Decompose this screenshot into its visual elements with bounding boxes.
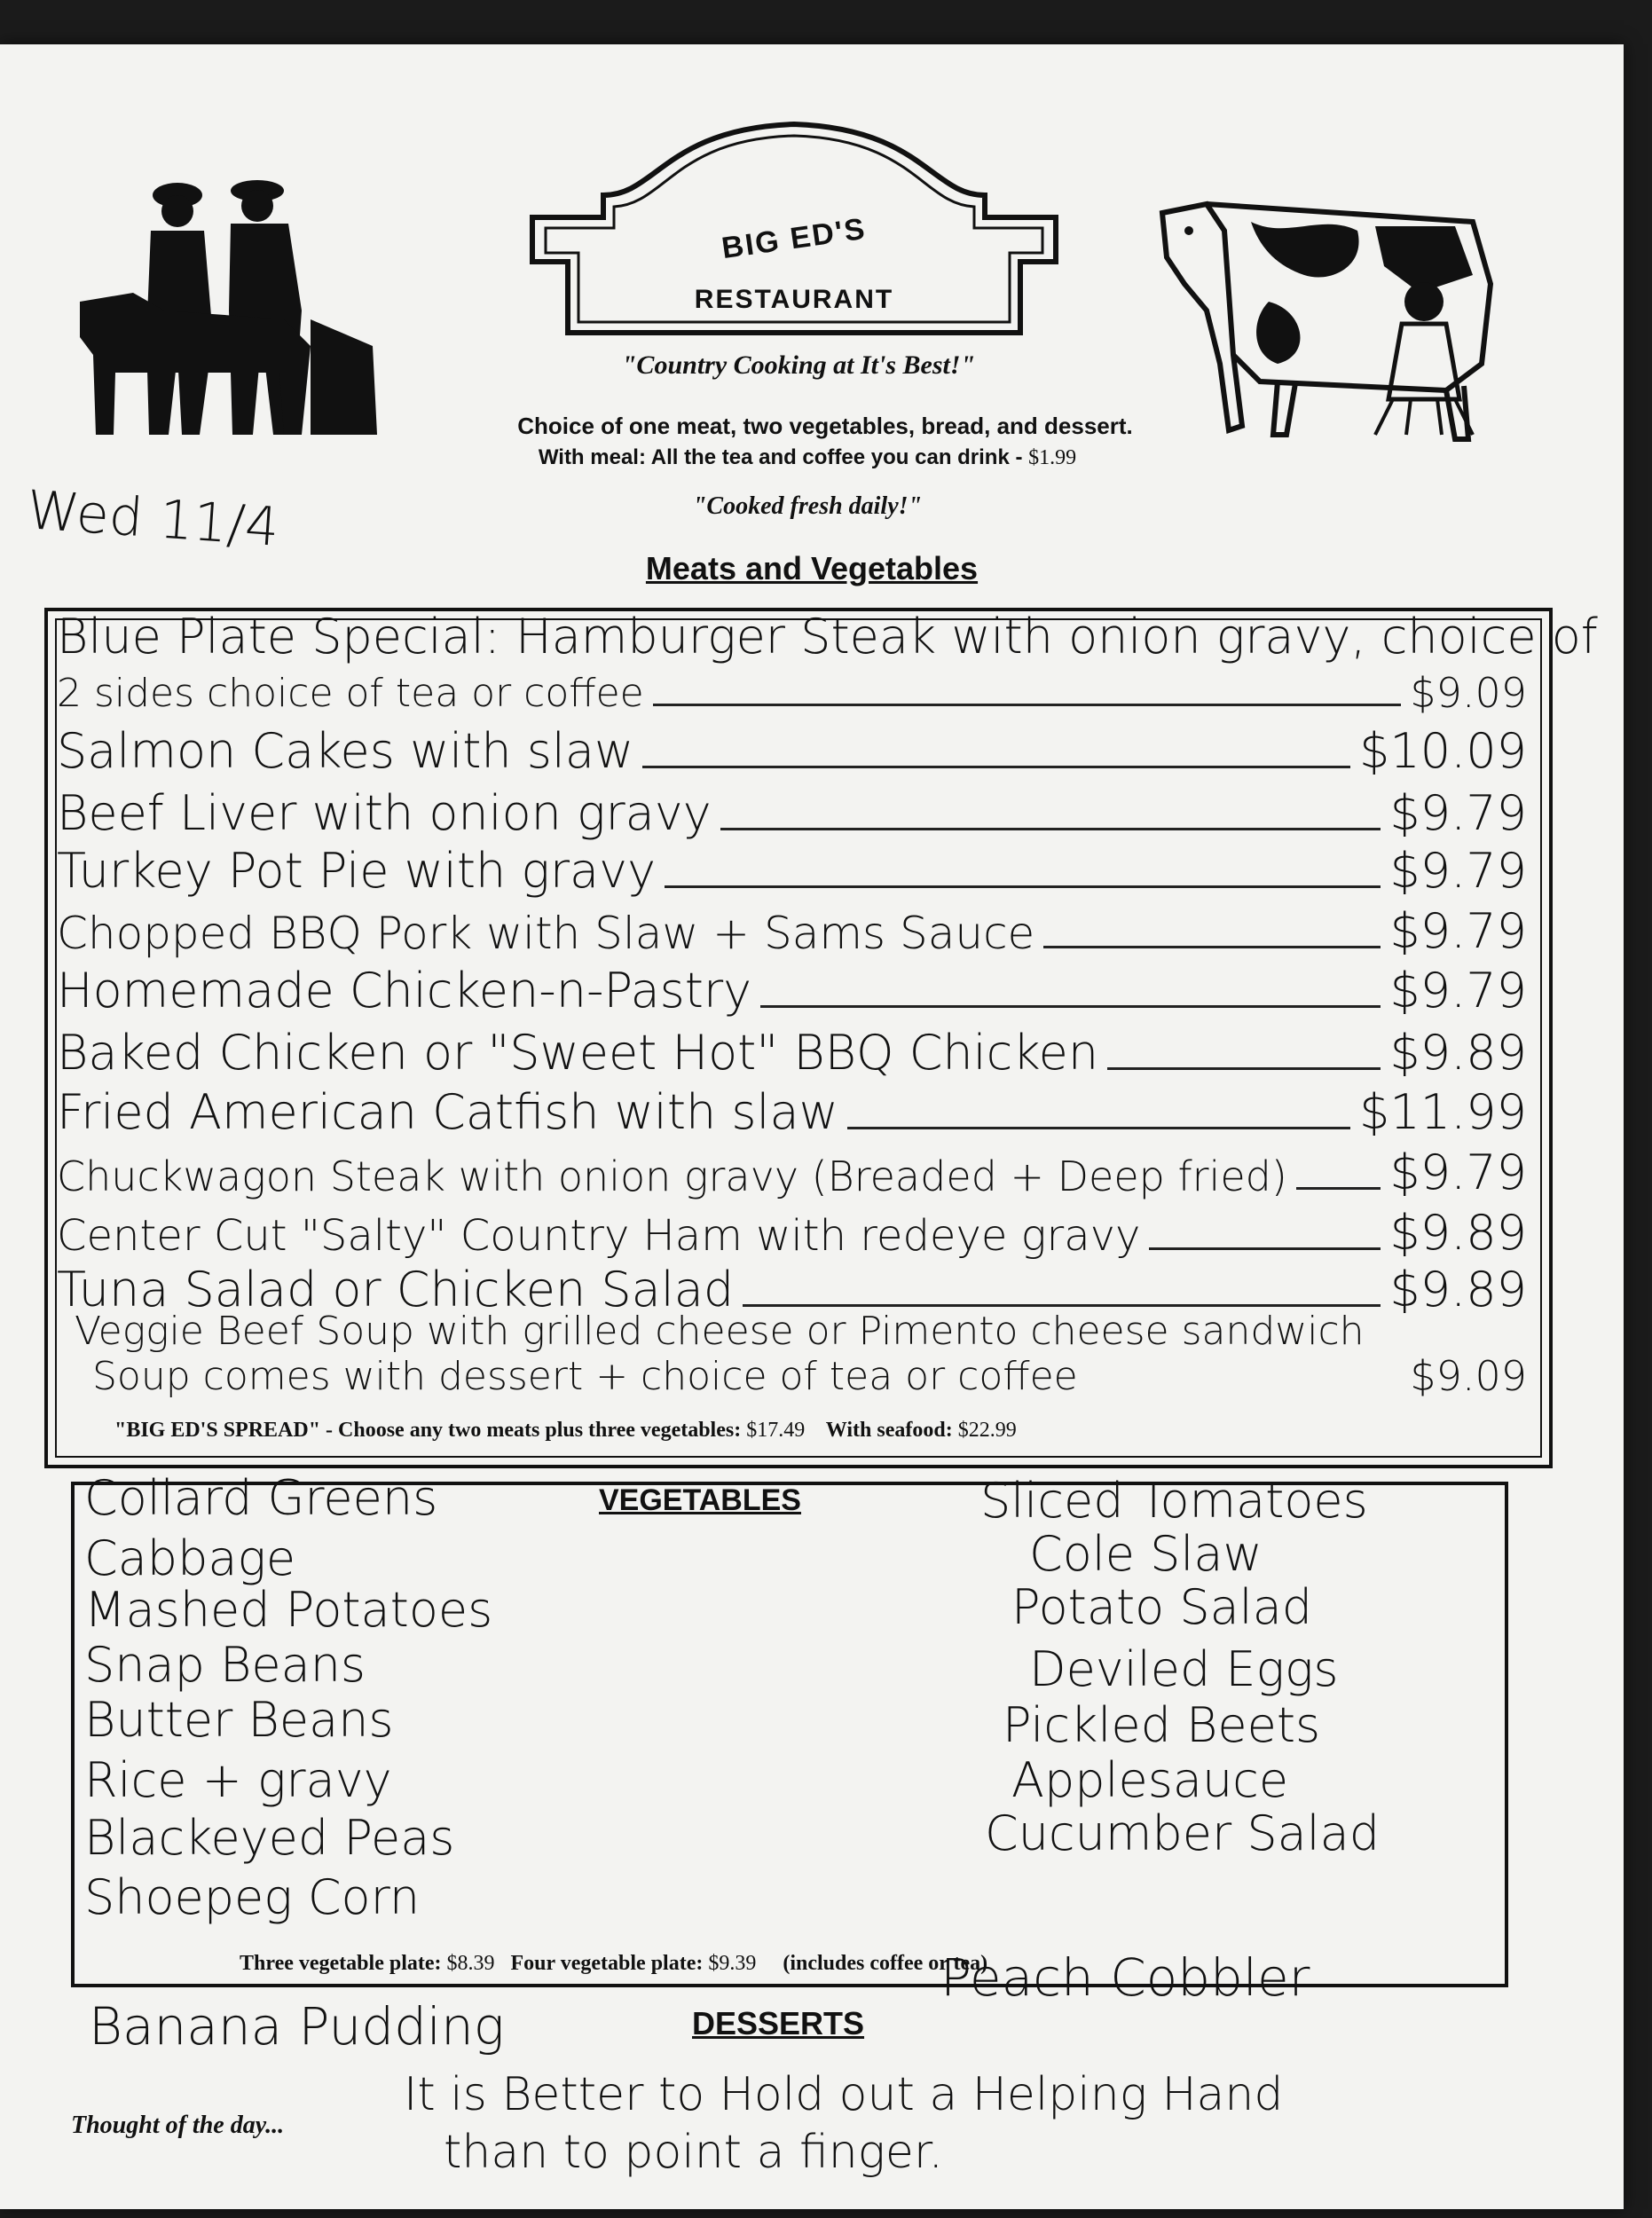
item-name: Center Cut "Salty" Country Ham with redeye gravy	[57, 1211, 1141, 1261]
leader-line	[665, 885, 1381, 888]
item-name: Fried American Catfish with slaw	[57, 1084, 838, 1140]
vegetable-item: Snap Beans	[84, 1637, 366, 1693]
seafood-label: With seafood:	[825, 1419, 953, 1442]
vegetable-plate-prices	[240, 1952, 987, 1976]
leader-line	[743, 1304, 1381, 1307]
logo-name: BIG ED'S	[720, 211, 869, 266]
vegetable-item: Blackeyed Peas	[84, 1810, 455, 1866]
big-eds-spread	[114, 1419, 1531, 1443]
menu-item	[57, 1252, 1527, 1317]
leader-line	[653, 704, 1402, 706]
cow-icon	[1153, 177, 1508, 444]
item-price: $9.79	[1389, 785, 1527, 841]
three-veg-label: Three vegetable plate:	[240, 1952, 442, 1975]
soup-row	[57, 1334, 1527, 1400]
vegetable-item: Shoepeg Corn	[84, 1869, 421, 1925]
leader-line	[1107, 1067, 1381, 1070]
leader-line	[1296, 1187, 1381, 1190]
three-veg-price: $8.39	[446, 1952, 495, 1975]
item-name: Salmon Cakes with slaw	[57, 723, 634, 779]
thought-line-1: It is Better to Hold out a Helping Hand	[404, 2068, 1284, 2121]
includes-note: (includes coffee or tea)	[783, 1952, 988, 1975]
dessert-item: Peach Cobbler	[940, 1947, 1310, 2008]
thought-line-2: than to point a finger.	[444, 2126, 944, 2179]
item-name: Chuckwagon Steak with onion gravy (Breaded + Deep fried)	[57, 1152, 1287, 1200]
item-name: Turkey Pot Pie with gravy	[57, 843, 657, 899]
choice-line: Choice of one meat, two vegetables, bread, and dessert.	[517, 413, 1133, 439]
item-price: $9.89	[1389, 1205, 1527, 1261]
leader-line	[642, 766, 1350, 768]
item-name: Tuna Salad or Chicken Salad	[57, 1262, 735, 1317]
item-price: $11.99	[1359, 1084, 1527, 1140]
meats-box	[44, 608, 1598, 1468]
vegetables-title: VEGETABLES	[599, 1483, 801, 1517]
item-price: $9.79	[1389, 903, 1527, 959]
dessert-item: Banana Pudding	[89, 1996, 505, 2057]
item-name: Baked Chicken or "Sweet Hot" BBQ Chicken	[57, 1025, 1099, 1081]
vegetable-item: Cole Slaw	[1029, 1526, 1263, 1582]
special-line-1: Blue Plate Special: Hamburger Steak with onion gravy, choice of	[57, 609, 1598, 665]
meats-section-title: Meats and Vegetables	[645, 550, 979, 586]
vegetable-item: Deviled Eggs	[1029, 1641, 1339, 1697]
special-row	[57, 651, 1527, 717]
vegetable-item: Sliced Tomatoes	[980, 1473, 1368, 1529]
menu-item	[57, 1015, 1527, 1081]
vegetable-item: Pickled Beets	[1003, 1697, 1321, 1753]
item-name: Chopped BBQ Pork with Slaw + Sams Sauce	[57, 908, 1035, 959]
item-price: $9.79	[1389, 963, 1527, 1019]
logo-subtitle: RESTAURANT	[694, 285, 894, 314]
farmers-silhouette-icon	[80, 169, 382, 435]
leader-line	[720, 828, 1381, 830]
with-meal-price: $1.99	[1028, 446, 1077, 469]
vegetable-item: Butter Beans	[84, 1692, 394, 1748]
menu-item	[57, 1135, 1527, 1200]
vegetable-item: Potato Salad	[1011, 1579, 1313, 1635]
four-veg-price: $9.39	[708, 1952, 757, 1975]
item-price: $9.79	[1389, 843, 1527, 899]
leader-line	[1087, 1387, 1402, 1389]
spread-price: $17.49	[746, 1419, 806, 1442]
leader-line	[760, 1005, 1381, 1008]
item-price: $9.89	[1389, 1262, 1527, 1317]
vegetable-item: Collard Greens	[84, 1470, 438, 1526]
vegetable-item: Mashed Potatoes	[84, 1582, 493, 1638]
tagline: "Country Cooking at It's Best!"	[621, 350, 976, 380]
thought-label: Thought of the day...	[71, 2112, 285, 2139]
item-name: Homemade Chicken-n-Pastry	[57, 963, 752, 1019]
item-price: $9.79	[1389, 1144, 1527, 1200]
with-meal-line	[417, 445, 1198, 470]
vegetable-item: Rice + gravy	[84, 1752, 392, 1808]
menu-item	[57, 1195, 1527, 1261]
menu-item	[57, 953, 1527, 1019]
leader-line	[847, 1127, 1350, 1129]
leader-line	[1149, 1247, 1381, 1250]
menu-paper	[0, 44, 1624, 2209]
item-name: Beef Liver with onion gravy	[57, 785, 712, 841]
soup-price: $9.09	[1410, 1352, 1527, 1400]
with-meal-text: With meal: All the tea and coffee you can drink -	[538, 445, 1023, 469]
vegetable-item: Cabbage	[84, 1530, 296, 1586]
cooked-fresh-line: "Cooked fresh daily!"	[692, 492, 923, 520]
menu-item	[57, 775, 1527, 841]
vegetable-item: Applesauce	[1011, 1752, 1289, 1808]
spread-label: "BIG ED'S SPREAD" - Choose any two meats plus three vegetables:	[114, 1419, 742, 1442]
seafood-price: $22.99	[957, 1419, 1017, 1442]
vegetable-item: Cucumber Salad	[985, 1805, 1381, 1861]
menu-item	[57, 1074, 1527, 1140]
menu-item	[57, 713, 1527, 779]
soup-line-1: Veggie Beef Soup with grilled cheese or Pimento cheese sandwich	[75, 1309, 1365, 1354]
item-price: $10.09	[1359, 723, 1527, 779]
item-price: $9.89	[1389, 1025, 1527, 1081]
leader-line	[1043, 946, 1381, 948]
restaurant-logo	[523, 111, 1065, 350]
soup-line-2: Soup comes with dessert + choice of tea or coffee	[92, 1354, 1078, 1399]
special-line-2: 2 sides choice of tea or coffee	[57, 671, 644, 716]
handwritten-date: Wed 11/4	[24, 479, 281, 559]
desserts-title: DESSERTS	[692, 2005, 865, 2041]
menu-item	[57, 833, 1527, 899]
special-price: $9.09	[1410, 669, 1527, 717]
four-veg-label: Four vegetable plate:	[510, 1952, 704, 1975]
menu-item	[57, 893, 1527, 959]
